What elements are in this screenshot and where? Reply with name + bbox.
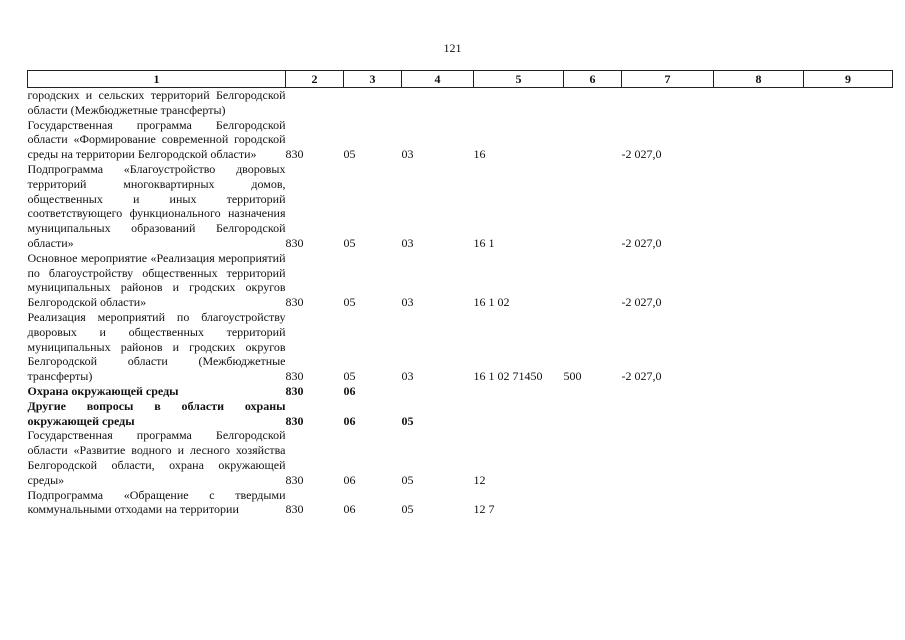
row-description: Подпрограмма «Благоустройство дворовых территорий многоквартирных домов, общественных и иных территорий соответствующего функционального назначения муниципальных образований Белгородской области» — [27, 161, 286, 250]
row-cell-6 — [564, 399, 622, 429]
row-cell-3: 06 — [343, 383, 356, 398]
header-cell-1: 1 — [28, 71, 286, 88]
row-cell-9 — [804, 310, 893, 384]
header-cell-5: 5 — [474, 71, 564, 88]
row-cell-7: -2 027,0 — [621, 147, 662, 162]
row-cell-6 — [564, 428, 622, 487]
row-cell-7 — [622, 88, 714, 118]
row-cell-6 — [564, 88, 622, 118]
row-cell-7 — [622, 399, 714, 429]
row-cell-4: 05 — [401, 472, 414, 487]
row-cell-5: 16 1 02 71450 — [473, 369, 543, 384]
table-row — [28, 118, 893, 162]
budget-table — [27, 70, 893, 517]
header-cell-8: 8 — [714, 71, 804, 88]
row-description: Государственная программа Белгородской области «Формирование современной городской среды на территории Белгородской области» — [27, 117, 286, 162]
row-cell-2: 830 — [285, 235, 304, 250]
row-cell-7: -2 027,0 — [621, 235, 662, 250]
page-number: 121 — [443, 41, 462, 55]
row-cell-4: 05 — [401, 413, 414, 428]
row-description: Государственная программа Белгородской области «Развитие водного и лесного хозяйства Белгородской области, охрана окружающей среды» — [27, 428, 286, 487]
row-cell-4: 03 — [401, 295, 414, 310]
row-description: Охрана окружающей среды — [27, 383, 179, 398]
row-cell-4 — [402, 88, 474, 118]
header-cell-6: 6 — [564, 71, 622, 88]
row-cell-7 — [622, 428, 714, 487]
row-cell-6 — [564, 251, 622, 310]
header-cell-7: 7 — [622, 71, 714, 88]
row-cell-5 — [474, 384, 564, 399]
row-cell-2 — [286, 88, 344, 118]
row-cell-2: 830 — [285, 369, 304, 384]
row-cell-9 — [804, 162, 893, 251]
table-row — [28, 488, 893, 518]
row-cell-8 — [714, 88, 804, 118]
row-cell-3: 06 — [343, 502, 356, 517]
row-cell-4: 03 — [401, 235, 414, 250]
row-cell-2: 830 — [285, 472, 304, 487]
row-cell-7 — [622, 488, 714, 518]
header-row — [28, 71, 893, 88]
row-cell-2: 830 — [285, 413, 304, 428]
row-cell-5 — [474, 399, 564, 429]
row-cell-3: 05 — [343, 295, 356, 310]
row-cell-5: 16 — [473, 147, 486, 162]
row-cell-3: 06 — [343, 472, 356, 487]
row-cell-9 — [804, 399, 893, 429]
row-cell-8 — [714, 310, 804, 384]
row-cell-2: 830 — [285, 295, 304, 310]
table-row — [28, 399, 893, 429]
row-cell-6: 500 — [563, 369, 582, 384]
header-cell-4: 4 — [402, 71, 474, 88]
table-body — [28, 88, 893, 518]
header-cell-9: 9 — [804, 71, 893, 88]
row-cell-7 — [622, 384, 714, 399]
row-cell-3: 06 — [343, 413, 356, 428]
row-cell-4: 03 — [401, 369, 414, 384]
row-cell-5: 16 1 — [473, 235, 495, 250]
row-cell-2: 830 — [285, 502, 304, 517]
row-cell-3 — [344, 88, 402, 118]
row-cell-3: 05 — [343, 369, 356, 384]
row-cell-7: -2 027,0 — [621, 369, 662, 384]
row-cell-4 — [402, 384, 474, 399]
row-cell-6 — [564, 488, 622, 518]
row-cell-8 — [714, 384, 804, 399]
row-cell-5: 16 1 02 — [473, 295, 510, 310]
row-description: Реализация мероприятий по благоустройству дворовых и общественных территорий муниципальных районов и гродских округов Белгородской области (Межбюджетные трансферты) — [27, 309, 286, 384]
table-row — [28, 162, 893, 251]
row-cell-3: 05 — [343, 235, 356, 250]
row-description: городских и сельских территорий Белгородской области (Межбюджетные трансферты) — [27, 88, 286, 117]
row-cell-4: 03 — [401, 147, 414, 162]
table-row — [28, 251, 893, 310]
row-cell-2: 830 — [285, 383, 304, 398]
row-cell-8 — [714, 162, 804, 251]
row-description: Другие вопросы в области охраны окружающей среды — [27, 398, 286, 428]
table-row — [28, 428, 893, 487]
row-cell-8 — [714, 488, 804, 518]
row-cell-5: 12 7 — [473, 502, 495, 517]
row-cell-8 — [714, 251, 804, 310]
table-row — [28, 384, 893, 399]
row-cell-6 — [564, 384, 622, 399]
row-cell-8 — [714, 428, 804, 487]
row-cell-9 — [804, 488, 893, 518]
row-cell-8 — [714, 399, 804, 429]
row-cell-3: 05 — [343, 147, 356, 162]
row-description: Подпрограмма «Обращение с твердыми коммунальными отходами на территории — [27, 487, 286, 517]
row-cell-8 — [714, 118, 804, 162]
header-cell-3: 3 — [344, 71, 402, 88]
row-cell-2: 830 — [285, 147, 304, 162]
table-row — [28, 88, 893, 118]
row-cell-5: 12 — [473, 472, 486, 487]
row-cell-9 — [804, 118, 893, 162]
row-cell-5 — [474, 88, 564, 118]
row-cell-9 — [804, 384, 893, 399]
header-cell-2: 2 — [286, 71, 344, 88]
row-cell-6 — [564, 162, 622, 251]
row-cell-7: -2 027,0 — [621, 295, 662, 310]
row-cell-9 — [804, 88, 893, 118]
row-cell-6 — [564, 118, 622, 162]
table-row — [28, 310, 893, 384]
row-cell-9 — [804, 428, 893, 487]
row-description: Основное мероприятие «Реализация мероприятий по благоустройству общественных территорий муниципальных районов и гродских округов Белгородской области» — [27, 250, 286, 310]
row-cell-4: 05 — [401, 502, 414, 517]
row-cell-9 — [804, 251, 893, 310]
